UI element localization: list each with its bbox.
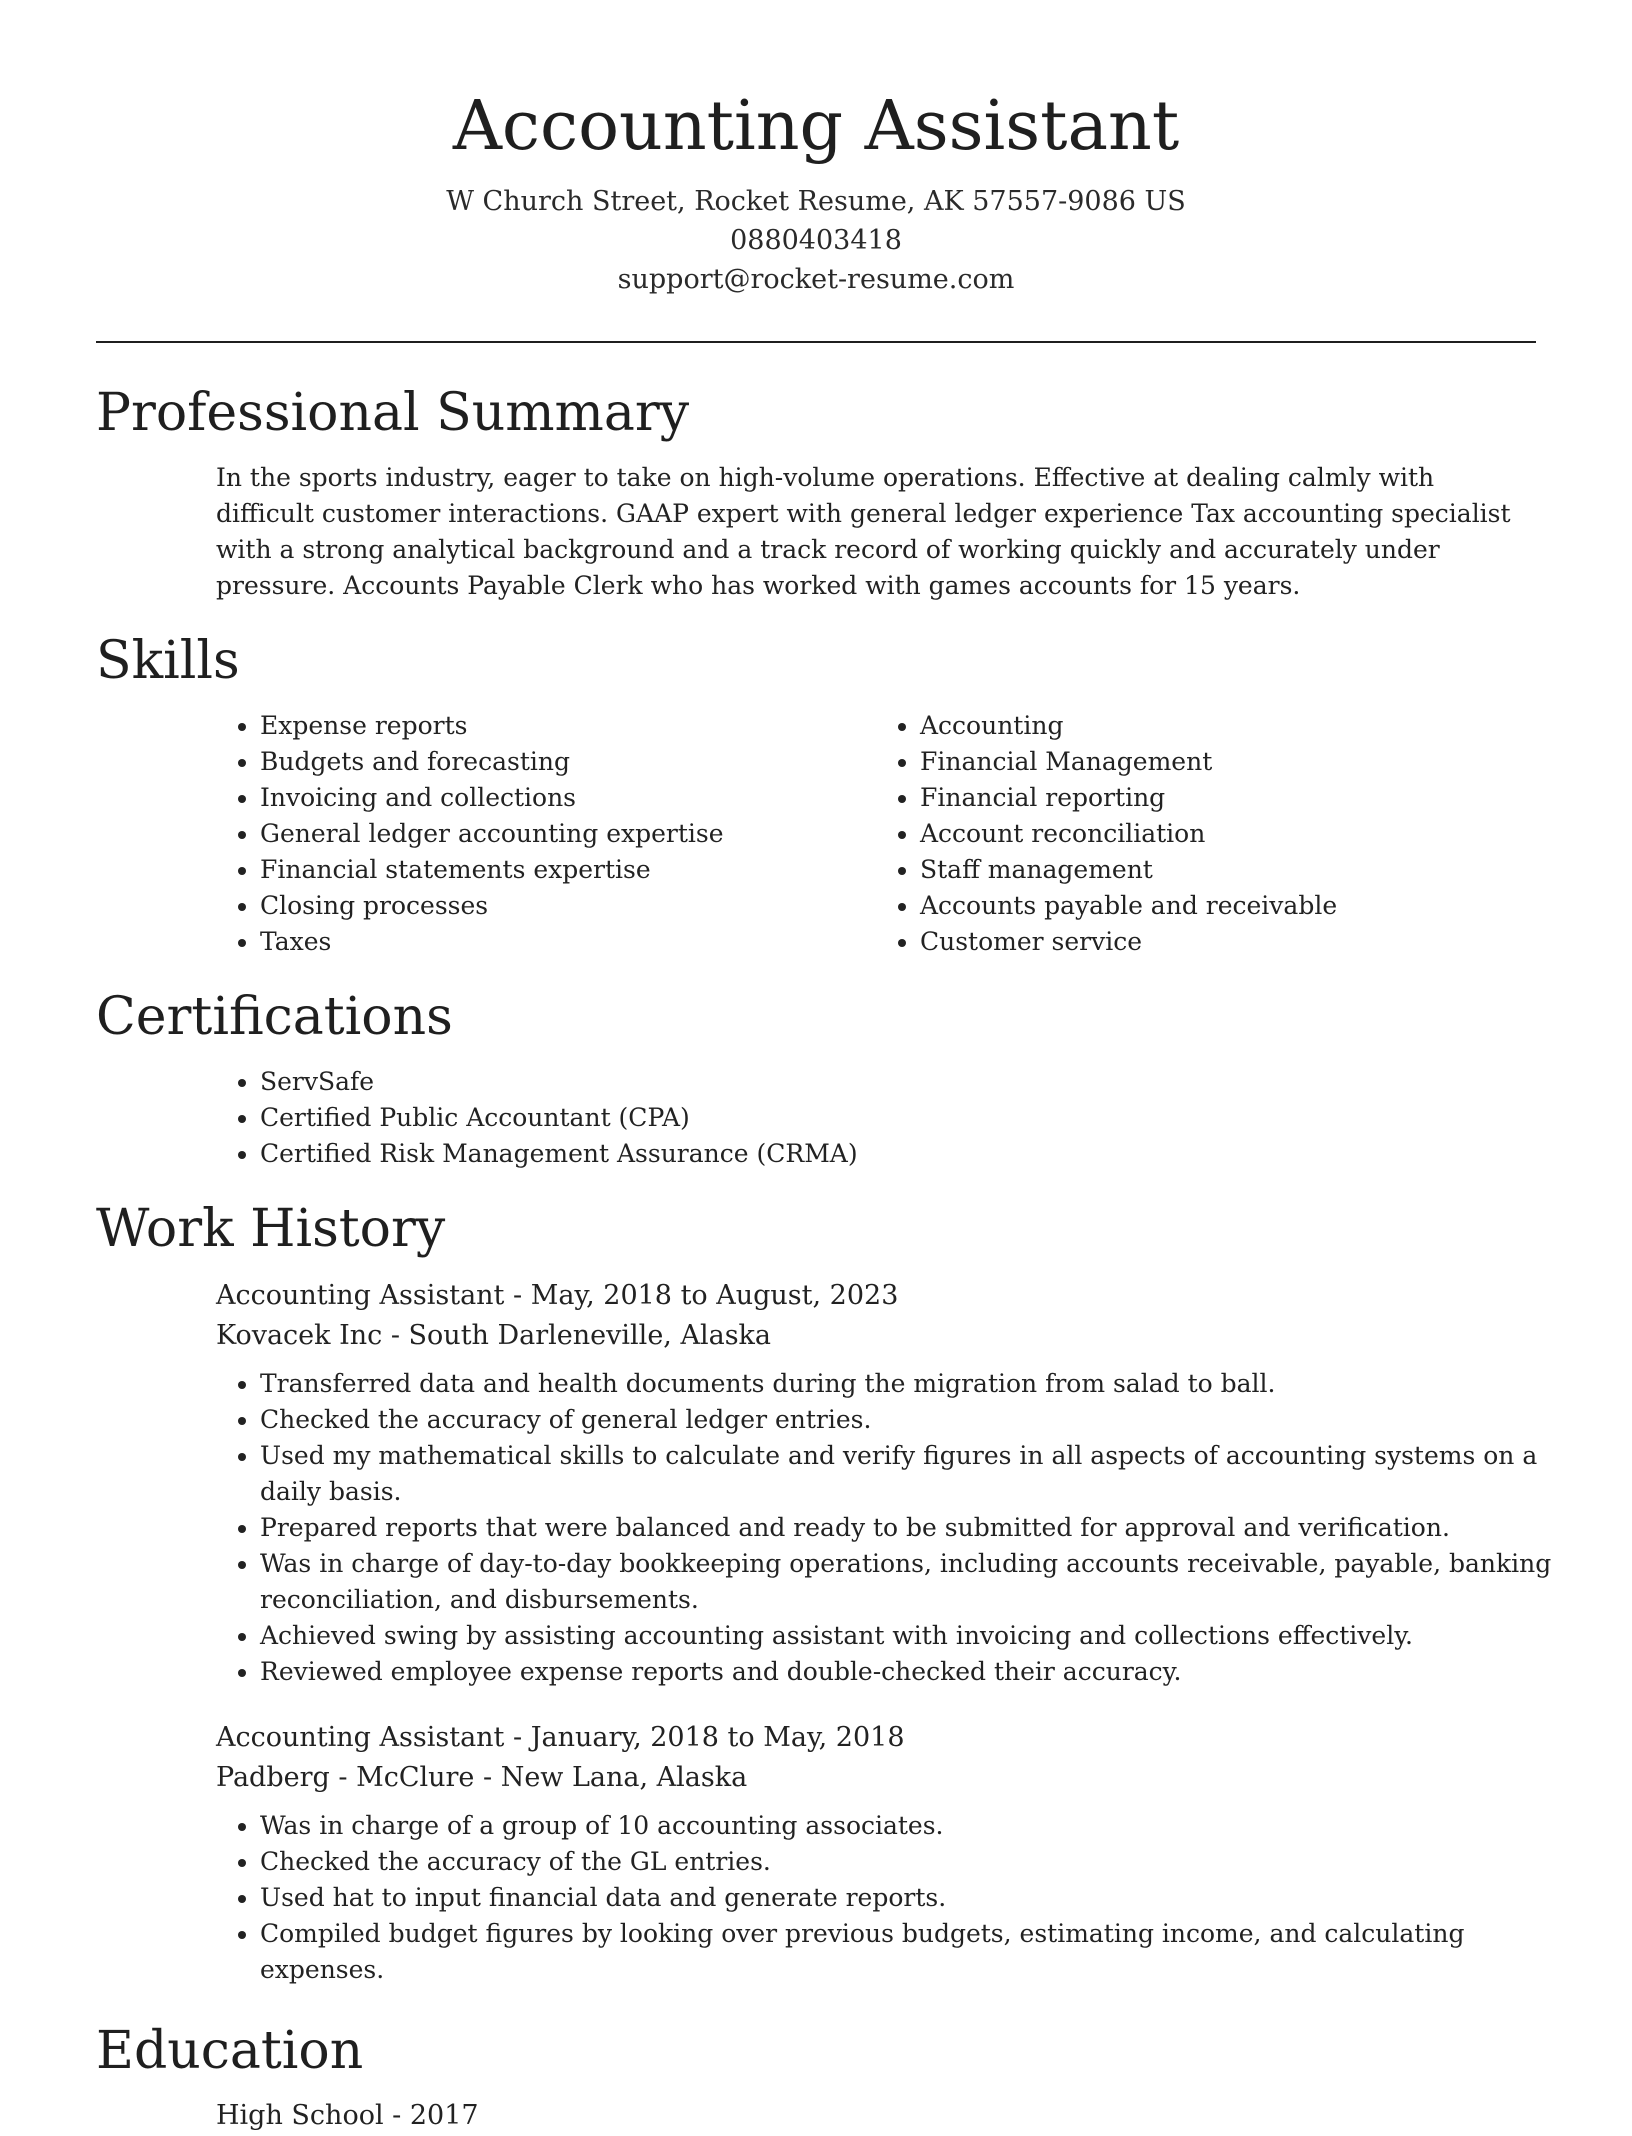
job-title-dates: Accounting Assistant - January, 2018 to May, 2018 <box>216 1722 905 1753</box>
job-bullet: • Checked the accuracy of the GL entries. <box>260 1844 1580 1880</box>
summary-text: In the sports industry, eager to take on high-volume operations. Effective at dealing calmly with difficult customer interactions. GAAP expert with general ledger experience Tax accounting specialist with a strong analytical background and a track record of working quickly and accurately under pressure. Accounts Payable Clerk who has worked with games accounts for 15 years. <box>216 463 1511 600</box>
job-entry <box>216 1718 1536 1988</box>
address: W Church Street, Rocket Resume, AK 57557-9086 US <box>446 186 1186 217</box>
job-title-dates: Accounting Assistant - May, 2018 to August, 2023 <box>216 1280 899 1311</box>
job-bullet: • Used hat to input financial data and generate reports. <box>260 1880 1580 1916</box>
email: support@rocket-resume.com <box>617 264 1015 295</box>
summary-heading: Professional Summary <box>96 383 690 443</box>
candidate-name: Accounting Assistant <box>452 87 1180 166</box>
job-bullet: • Was in charge of day-to-day bookkeeping operations, including accounts receivable, payable, banking reconciliation, and disbursements. <box>260 1546 1580 1618</box>
job-bullets <box>216 1366 1580 1690</box>
job-bullet: • Compiled budget figures by looking over previous budgets, estimating income, and calculating expenses. <box>260 1916 1580 1988</box>
certifications-list <box>216 1064 1536 1172</box>
skill-item: • General ledger accounting expertise <box>260 816 876 852</box>
skill-item: • Invoicing and collections <box>260 780 876 816</box>
resume-header <box>0 0 1632 299</box>
contact-info <box>0 182 1632 299</box>
skill-item: • Accounts payable and receivable <box>920 888 1536 924</box>
skill-item: • Account reconciliation <box>920 816 1536 852</box>
job-bullet: • Transferred data and health documents during the migration from salad to ball. <box>260 1366 1580 1402</box>
job-bullet: • Prepared reports that were balanced and ready to be submitted for approval and verification. <box>260 1510 1580 1546</box>
certification-item: • Certified Public Accountant (CPA) <box>260 1100 1536 1136</box>
job-bullet: • Was in charge of a group of 10 accounting associates. <box>260 1808 1580 1844</box>
education-entry: High School - 2017 <box>216 2100 479 2131</box>
job-bullet: • Checked the accuracy of general ledger entries. <box>260 1402 1580 1438</box>
phone: 0880403418 <box>730 225 902 256</box>
skill-item: • Closing processes <box>260 888 876 924</box>
work-history-heading: Work History <box>96 1199 446 1259</box>
certifications-heading: Certifications <box>96 987 453 1047</box>
skill-item: • Taxes <box>260 924 876 960</box>
skill-item: • Financial statements expertise <box>260 852 876 888</box>
job-company-location: Padberg - McClure - New Lana, Alaska <box>216 1762 748 1793</box>
skills-column-left <box>216 708 876 960</box>
resume-body <box>96 378 1552 2136</box>
skill-item: • Staff management <box>920 852 1536 888</box>
job-entry <box>216 1276 1552 1690</box>
skill-item: • Accounting <box>920 708 1536 744</box>
skills-list <box>216 708 1536 960</box>
certification-item: • ServSafe <box>260 1064 1536 1100</box>
skill-item: • Financial reporting <box>920 780 1536 816</box>
job-bullet: • Reviewed employee expense reports and double-checked their accuracy. <box>260 1654 1580 1690</box>
job-bullet: • Achieved swing by assisting accounting assistant with invoicing and collections effectively. <box>260 1618 1580 1654</box>
skill-item: • Customer service <box>920 924 1536 960</box>
skills-column-right <box>876 708 1536 960</box>
education-heading: Education <box>96 2021 364 2081</box>
certification-item: • Certified Risk Management Assurance (CRMA) <box>260 1136 1536 1172</box>
job-bullet: • Used my mathematical skills to calculate and verify figures in all aspects of accounting systems on a daily basis. <box>260 1438 1580 1510</box>
header-divider <box>96 341 1536 343</box>
skills-heading: Skills <box>96 631 240 691</box>
skill-item: • Financial Management <box>920 744 1536 780</box>
skill-item: • Expense reports <box>260 708 876 744</box>
job-company-location: Kovacek Inc - South Darleneville, Alaska <box>216 1320 772 1351</box>
skill-item: • Budgets and forecasting <box>260 744 876 780</box>
job-bullets <box>216 1808 1580 1988</box>
